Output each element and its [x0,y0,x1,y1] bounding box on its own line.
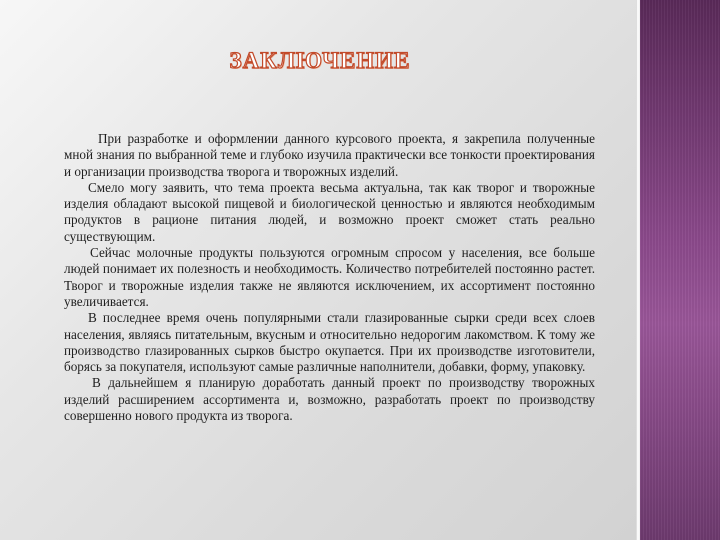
paragraph-4: В последнее время очень популярными стали глазированные сырки среди всех слоев населения, являясь питательным, вкусным и относительно недорогим лакомством. К тому же производство глазированных сырков быстро окупается. При их производстве изготовители, борясь за покупателя, используют самые различные наполнители, добавки, форму, упаковку. [64,310,595,375]
paragraph-1: При разработке и оформлении данного курсового проекта, я закрепила полученные мной знания по выбранной теме и глубоко изучила практически все тонкости проектирования и организации производства творога и творожных изделий. [64,131,595,179]
paragraph-3: Сейчас молочные продукты пользуются огромным спросом у населения, все больше людей понимает их полезность и необходимость. Количество потребителей постоянно растет. Творог и творожные изделия также не являются исключением, их ассортимент постоянно увеличивается. [64,245,595,309]
paragraph-5: В дальнейшем я планирую доработать данный проект по производству творожных изделий расширением ассортимента и, возможно, разработать проект по производству совершенно нового продукта из творога. [64,375,595,424]
paragraph-2: Смело могу заявить, что тема проекта весьма актуальна, так как творог и творожные изделия обладают высокой пищевой и биологической ценностью и являются необходимым продуктов в рационе питания людей, и возможно проект сможет стать реально существующим. [64,179,595,244]
slide-title: ЗАКЛЮЧЕНИЕ [229,48,411,73]
body-text [64,131,595,424]
decorative-side-panel [640,0,720,540]
